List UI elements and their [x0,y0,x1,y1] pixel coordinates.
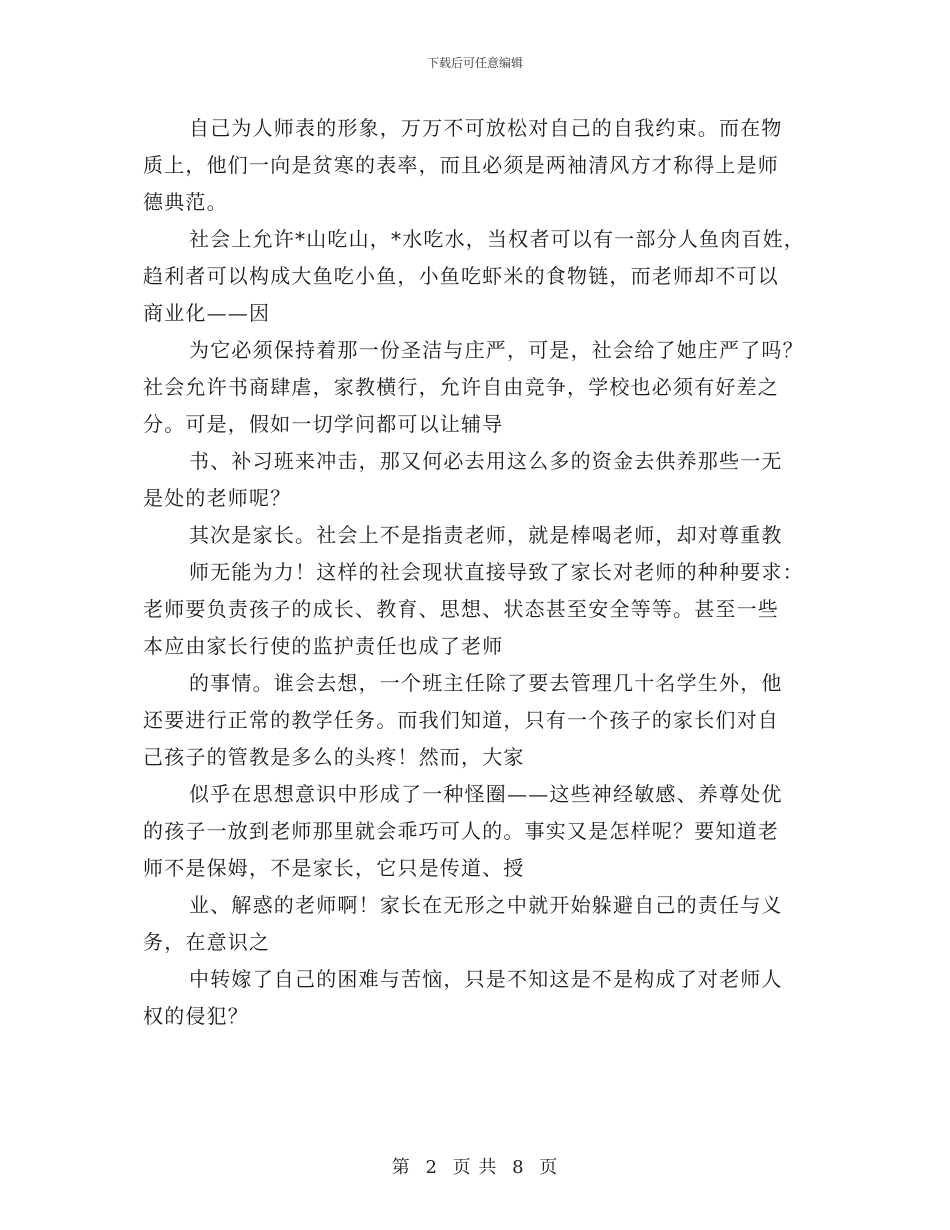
text-line: 社会上允许*山吃山，*水吃水，当权者可以有一部分人鱼肉百姓， [189,227,805,251]
text-line: 其次是家长。社会上不是指责老师，就是棒喝老师，却对尊重教 [189,523,783,547]
page-header: 下载后可任意编辑 [426,56,523,70]
text-line: 老师要负责孩子的成长、教育、思想、状态甚至安全等等。甚至一些 [143,597,779,621]
text-line: 是处的老师呢？ [143,486,292,510]
text-line: 师不是保姆，不是家长，它只是传道、授 [143,856,525,880]
text-line: 师无能为力！这样的社会现状直接导致了家长对老师的种种要求： [189,560,804,584]
footer-suffix: 页 [539,1157,559,1178]
text-line: 还要进行正常的教学任务。而我们知道，只有一个孩子的家长们对自 [143,708,779,732]
text-line: 本应由家长行使的监护责任也成了老师 [143,634,504,658]
text-line: 的事情。谁会去想，一个班主任除了要去管理几十名学生外，他 [189,671,783,695]
text-line: 权的侵犯？ [143,1004,249,1028]
footer-middle: 页 共 [452,1157,498,1178]
text-line: 为它必须保持着那一份圣洁与庄严，可是，社会给了她庄严了吗？ [189,338,804,362]
text-line: 分。可是，假如一切学问都可以让辅导 [143,412,504,436]
text-line: 的孩子一放到老师那里就会乖巧可人的。事实又是怎样呢？要知道老 [143,819,779,843]
text-line: 社会允许书商肆虐，家教横行，允许自由竞争，学校也必须有好差之 [143,375,779,399]
text-line: 德典范。 [143,190,228,214]
text-line: 己孩子的管教是多么的头疼！然而，大家 [143,745,525,769]
page-footer [0,1153,950,1179]
text-line: 书、补习班来冲击，那又何必去用这么多的资金去供养那些一无 [189,449,783,473]
footer-prefix: 第 [391,1157,411,1178]
footer-page-number: 2 [425,1157,438,1178]
text-line: 似乎在思想意识中形成了一种怪圈——这些神经敏感、养尊处优 [189,782,783,806]
text-line: 质上，他们一向是贫寒的表率，而且必须是两袖清风方才称得上是师 [143,153,779,177]
text-line: 中转嫁了自己的困难与苦恼，只是不知这是不是构成了对老师人 [189,967,783,991]
text-line: 务，在意识之 [143,930,271,954]
text-line: 商业化——因 [143,301,271,325]
footer-total-pages: 8 [512,1157,525,1178]
text-line: 自己为人师表的形象，万万不可放松对自己的自我约束。而在物 [189,116,783,140]
text-line: 趋利者可以构成大鱼吃小鱼，小鱼吃虾米的食物链，而老师却不可以 [143,264,779,288]
document-body [143,110,808,1035]
text-line: 业、解惑的老师啊！家长在无形之中就开始躲避自己的责任与义 [189,893,783,917]
